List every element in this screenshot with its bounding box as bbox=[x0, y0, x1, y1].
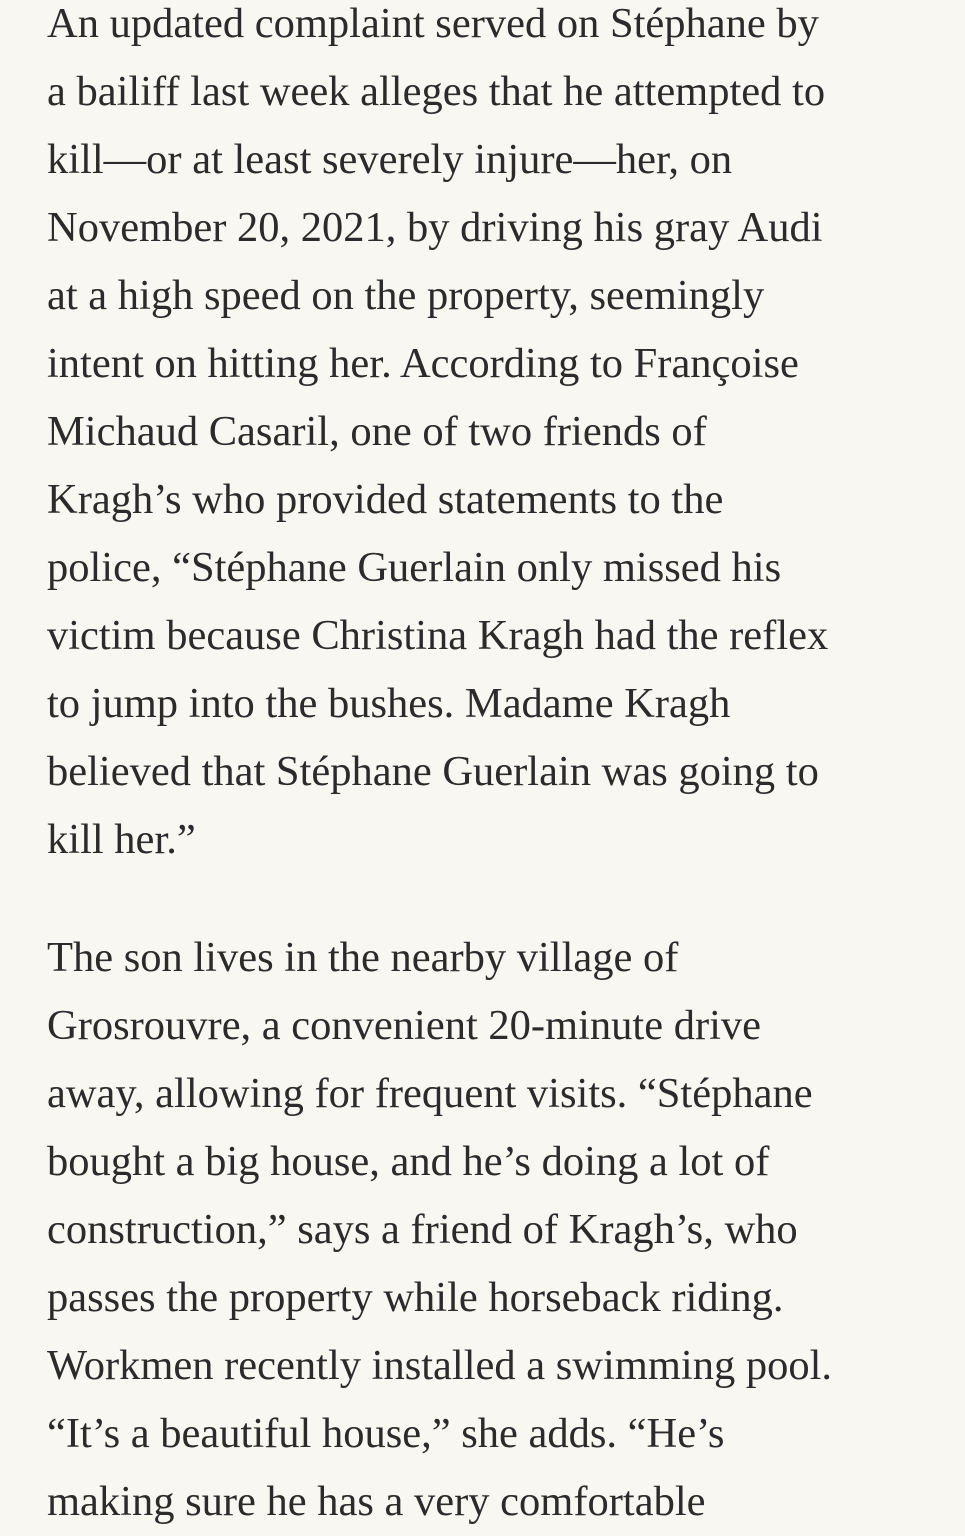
text-line: at a high speed on the property, seemingly bbox=[47, 272, 765, 319]
text-line: November 20, 2021, by driving his gray Audi bbox=[47, 204, 823, 251]
text-line: intent on hitting her. According to Françoise bbox=[47, 340, 799, 387]
text-line: bought a big house, and he’s doing a lot of bbox=[47, 1138, 770, 1185]
text-line: passes the property while horseback riding. bbox=[47, 1274, 784, 1321]
text-line: believed that Stéphane Guerlain was going to bbox=[47, 748, 819, 795]
text-line: Workmen recently installed a swimming pool. bbox=[47, 1342, 833, 1389]
text-line: away, allowing for frequent visits. “Stéphane bbox=[47, 1070, 813, 1117]
text-line: An updated complaint served on Stéphane by bbox=[47, 0, 819, 47]
text-line: Grosrouvre, a convenient 20-minute drive bbox=[47, 1002, 762, 1049]
text-line: to jump into the bushes. Madame Kragh bbox=[47, 680, 731, 727]
text-line: making sure he has a very comfortable bbox=[47, 1478, 706, 1525]
text-line: kill her.” bbox=[47, 816, 196, 863]
text-line: “It’s a beautiful house,” she adds. “He’s bbox=[47, 1410, 725, 1457]
paragraph-1 bbox=[47, 0, 927, 874]
text-line: victim because Christina Kragh had the reflex bbox=[47, 612, 829, 659]
article-body bbox=[47, 0, 927, 1536]
text-line: a bailiff last week alleges that he attempted to bbox=[47, 68, 826, 115]
text-line: Kragh’s who provided statements to the bbox=[47, 476, 724, 523]
text-line: kill—or at least severely injure—her, on bbox=[47, 136, 733, 183]
text-line: construction,” says a friend of Kragh’s, who bbox=[47, 1206, 798, 1253]
text-line: The son lives in the nearby village of bbox=[47, 934, 679, 981]
paragraph-2 bbox=[47, 924, 927, 1536]
text-line: police, “Stéphane Guerlain only missed his bbox=[47, 544, 782, 591]
text-line: Michaud Casaril, one of two friends of bbox=[47, 408, 707, 455]
